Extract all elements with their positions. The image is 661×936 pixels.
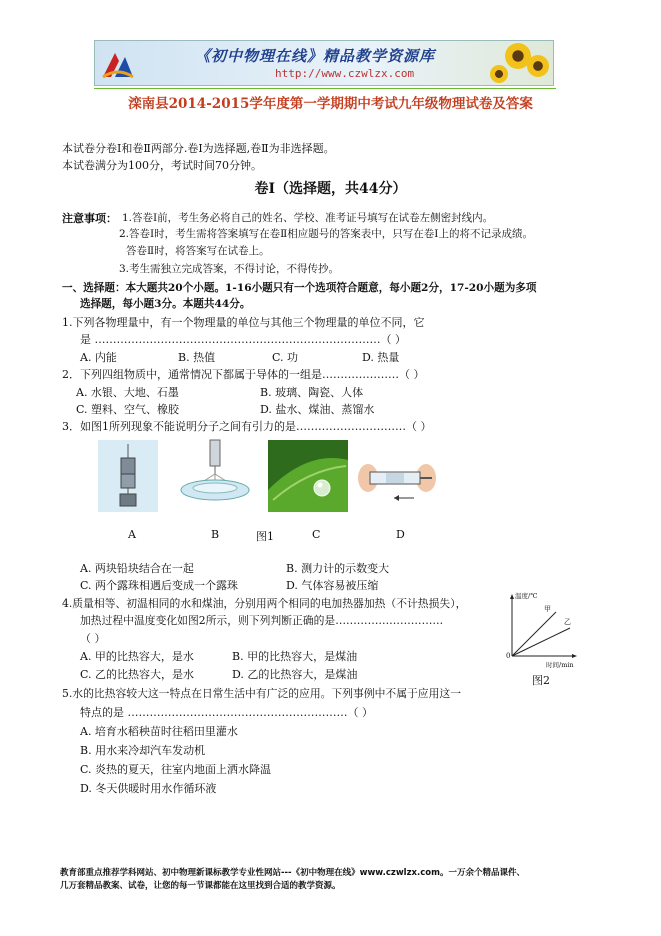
note-item: 3.考生需独立完成答案，不得讨论，不得传抄。 bbox=[119, 263, 340, 275]
q5-option-d: D. 冬天供暖时用水作循环液 bbox=[80, 782, 217, 795]
q4-option-b: B. 甲的比热容大，是煤油 bbox=[232, 650, 358, 663]
fig2-x-axis-label: 时间/min bbox=[546, 661, 574, 669]
q5-option-b: B. 用水来冷却汽车发动机 bbox=[80, 744, 206, 757]
q1-stem: 1.下列各物理量中，有一个物理量的单位与其他三个物理量的单位不同，它 bbox=[62, 316, 425, 329]
intro-line: 本试卷满分为100分，考试时间70分钟。 bbox=[62, 159, 262, 172]
q5-stem: 5.水的比热容较大这一特点在日常生活中有广泛的应用。下列事例中不属于应用这一 bbox=[62, 687, 461, 700]
fig2-temperature-graph bbox=[500, 590, 580, 668]
q4-stem: 4.质量相等、初温相同的水和煤油，分别用两个相同的电加热器加热（不计热损失）， bbox=[62, 597, 467, 610]
part1-heading: 一、选择题：本大题共20个小题。1-16小题只有一个选项符合题意，每小题2分，17-20小题为多项 bbox=[62, 282, 537, 294]
part1-heading-cont: 选择题，每小题3分。本题共44分。 bbox=[80, 298, 251, 310]
q1-option-a: A. 内能 bbox=[80, 351, 117, 364]
fig1-caption: 图1 bbox=[256, 530, 274, 543]
q5-stem-cont: 特点的是 ……………………………………………………（ ） bbox=[80, 706, 373, 719]
sunflower-icon bbox=[490, 65, 508, 83]
fig2-series-jia-label: 甲 bbox=[544, 605, 551, 613]
q4-option-d: D. 乙的比热容大，是煤油 bbox=[232, 668, 358, 681]
q4-stem-cont: 加热过程中温度变化如图2所示，则下列判断正确的是………………………… bbox=[80, 614, 444, 627]
fig1-label-a: A bbox=[128, 528, 136, 541]
header-divider bbox=[94, 88, 556, 89]
page-footer bbox=[60, 867, 620, 893]
series-line-jia bbox=[512, 612, 556, 656]
fig1-syringe-image bbox=[356, 452, 438, 510]
header-banner bbox=[94, 40, 554, 86]
note-item: 答卷Ⅱ时，将答案写在试卷上。 bbox=[126, 245, 270, 257]
site-logo-icon bbox=[101, 47, 135, 81]
fig1-label-d: D bbox=[396, 528, 405, 541]
q2-stem: 2．下列四组物质中，通常情况下都属于导体的一组是…………………（ ） bbox=[62, 368, 425, 381]
banner-url[interactable]: http://www.czwlzx.com bbox=[275, 67, 415, 80]
q4-option-a: A. 甲的比热容大，是水 bbox=[80, 650, 194, 663]
fig1-lead-blocks-image bbox=[98, 440, 158, 512]
banner-title: 《初中物理在线》精品教学资源库 bbox=[195, 47, 436, 65]
q3-option-b: B. 测力计的示数变大 bbox=[286, 562, 390, 575]
fig2-series-yi-label: 乙 bbox=[564, 618, 571, 626]
fig1-dewdrop-leaf-image bbox=[268, 440, 348, 512]
q3-option-d: D. 气体容易被压缩 bbox=[286, 579, 379, 592]
fig1-label-c: C bbox=[312, 528, 321, 541]
fig2-origin-label: 0 bbox=[506, 652, 511, 660]
intro-line: 本试卷分卷Ⅰ和卷Ⅱ两部分.卷Ⅰ为选择题,卷Ⅱ为非选择题。 bbox=[62, 142, 335, 155]
q4-stem-paren: （ ） bbox=[80, 632, 106, 645]
document-title: 滦南县2014-2015学年度第一学期期中考试九年级物理试卷及答案 bbox=[128, 96, 533, 112]
footer-line: 教育部重点推荐学科网站、初中物理新课标教学专业性网站---《初中物理在线》www.czwlzx.com。一万余个精品课件、 bbox=[60, 868, 525, 878]
q1-option-d: D. 热量 bbox=[362, 351, 400, 364]
q3-option-c: C. 两个露珠相遇后变成一个露珠 bbox=[80, 579, 239, 592]
notes-label: 注意事项： bbox=[62, 212, 117, 225]
q2-option-c: C. 塑料、空气、橡胶 bbox=[76, 403, 180, 416]
fig2-y-axis-label: 温度/℃ bbox=[515, 592, 538, 600]
section-title: 卷Ⅰ（选择题，共44分） bbox=[254, 181, 407, 197]
footer-line: 几万套精品教案、试卷，让您的每一节课都能在这里找到合适的教学资源。 bbox=[60, 881, 341, 891]
q5-option-a: A. 培育水稻秧苗时往稻田里灌水 bbox=[80, 725, 238, 738]
q1-option-c: C. 功 bbox=[272, 351, 299, 364]
q1-stem-cont: 是 ……………………………………………………………………（ ） bbox=[80, 333, 406, 346]
fig1-spring-scale-image bbox=[178, 438, 252, 504]
q3-stem: 3．如图1所列现象不能说明分子之间有引力的是…………………………（ ） bbox=[62, 420, 432, 433]
note-item: 2.答卷Ⅰ时，考生需将答案填写在卷Ⅱ相应题号的答案表中，只写在卷Ⅰ上的将不记录成绩。 bbox=[119, 228, 533, 240]
q1-option-b: B. 热值 bbox=[178, 351, 216, 364]
q2-option-d: D. 盐水、煤油、蒸馏水 bbox=[260, 403, 375, 416]
q2-option-a: A. 水银、大地、石墨 bbox=[76, 386, 179, 399]
q2-option-b: B. 玻璃、陶瓷、人体 bbox=[260, 386, 364, 399]
series-line-yi bbox=[512, 628, 570, 656]
note-item: 1.答卷Ⅰ前，考生务必将自己的姓名、学校、准考证号填写在试卷左侧密封线内。 bbox=[122, 212, 494, 224]
q4-option-c: C. 乙的比热容大，是水 bbox=[80, 668, 195, 681]
q3-option-a: A. 两块铅块结合在一起 bbox=[80, 562, 194, 575]
fig1-label-b: B bbox=[211, 528, 220, 541]
fig2-caption: 图2 bbox=[532, 674, 550, 687]
q5-option-c: C. 炎热的夏天，往室内地面上洒水降温 bbox=[80, 763, 272, 776]
sunflower-icon bbox=[527, 55, 549, 77]
